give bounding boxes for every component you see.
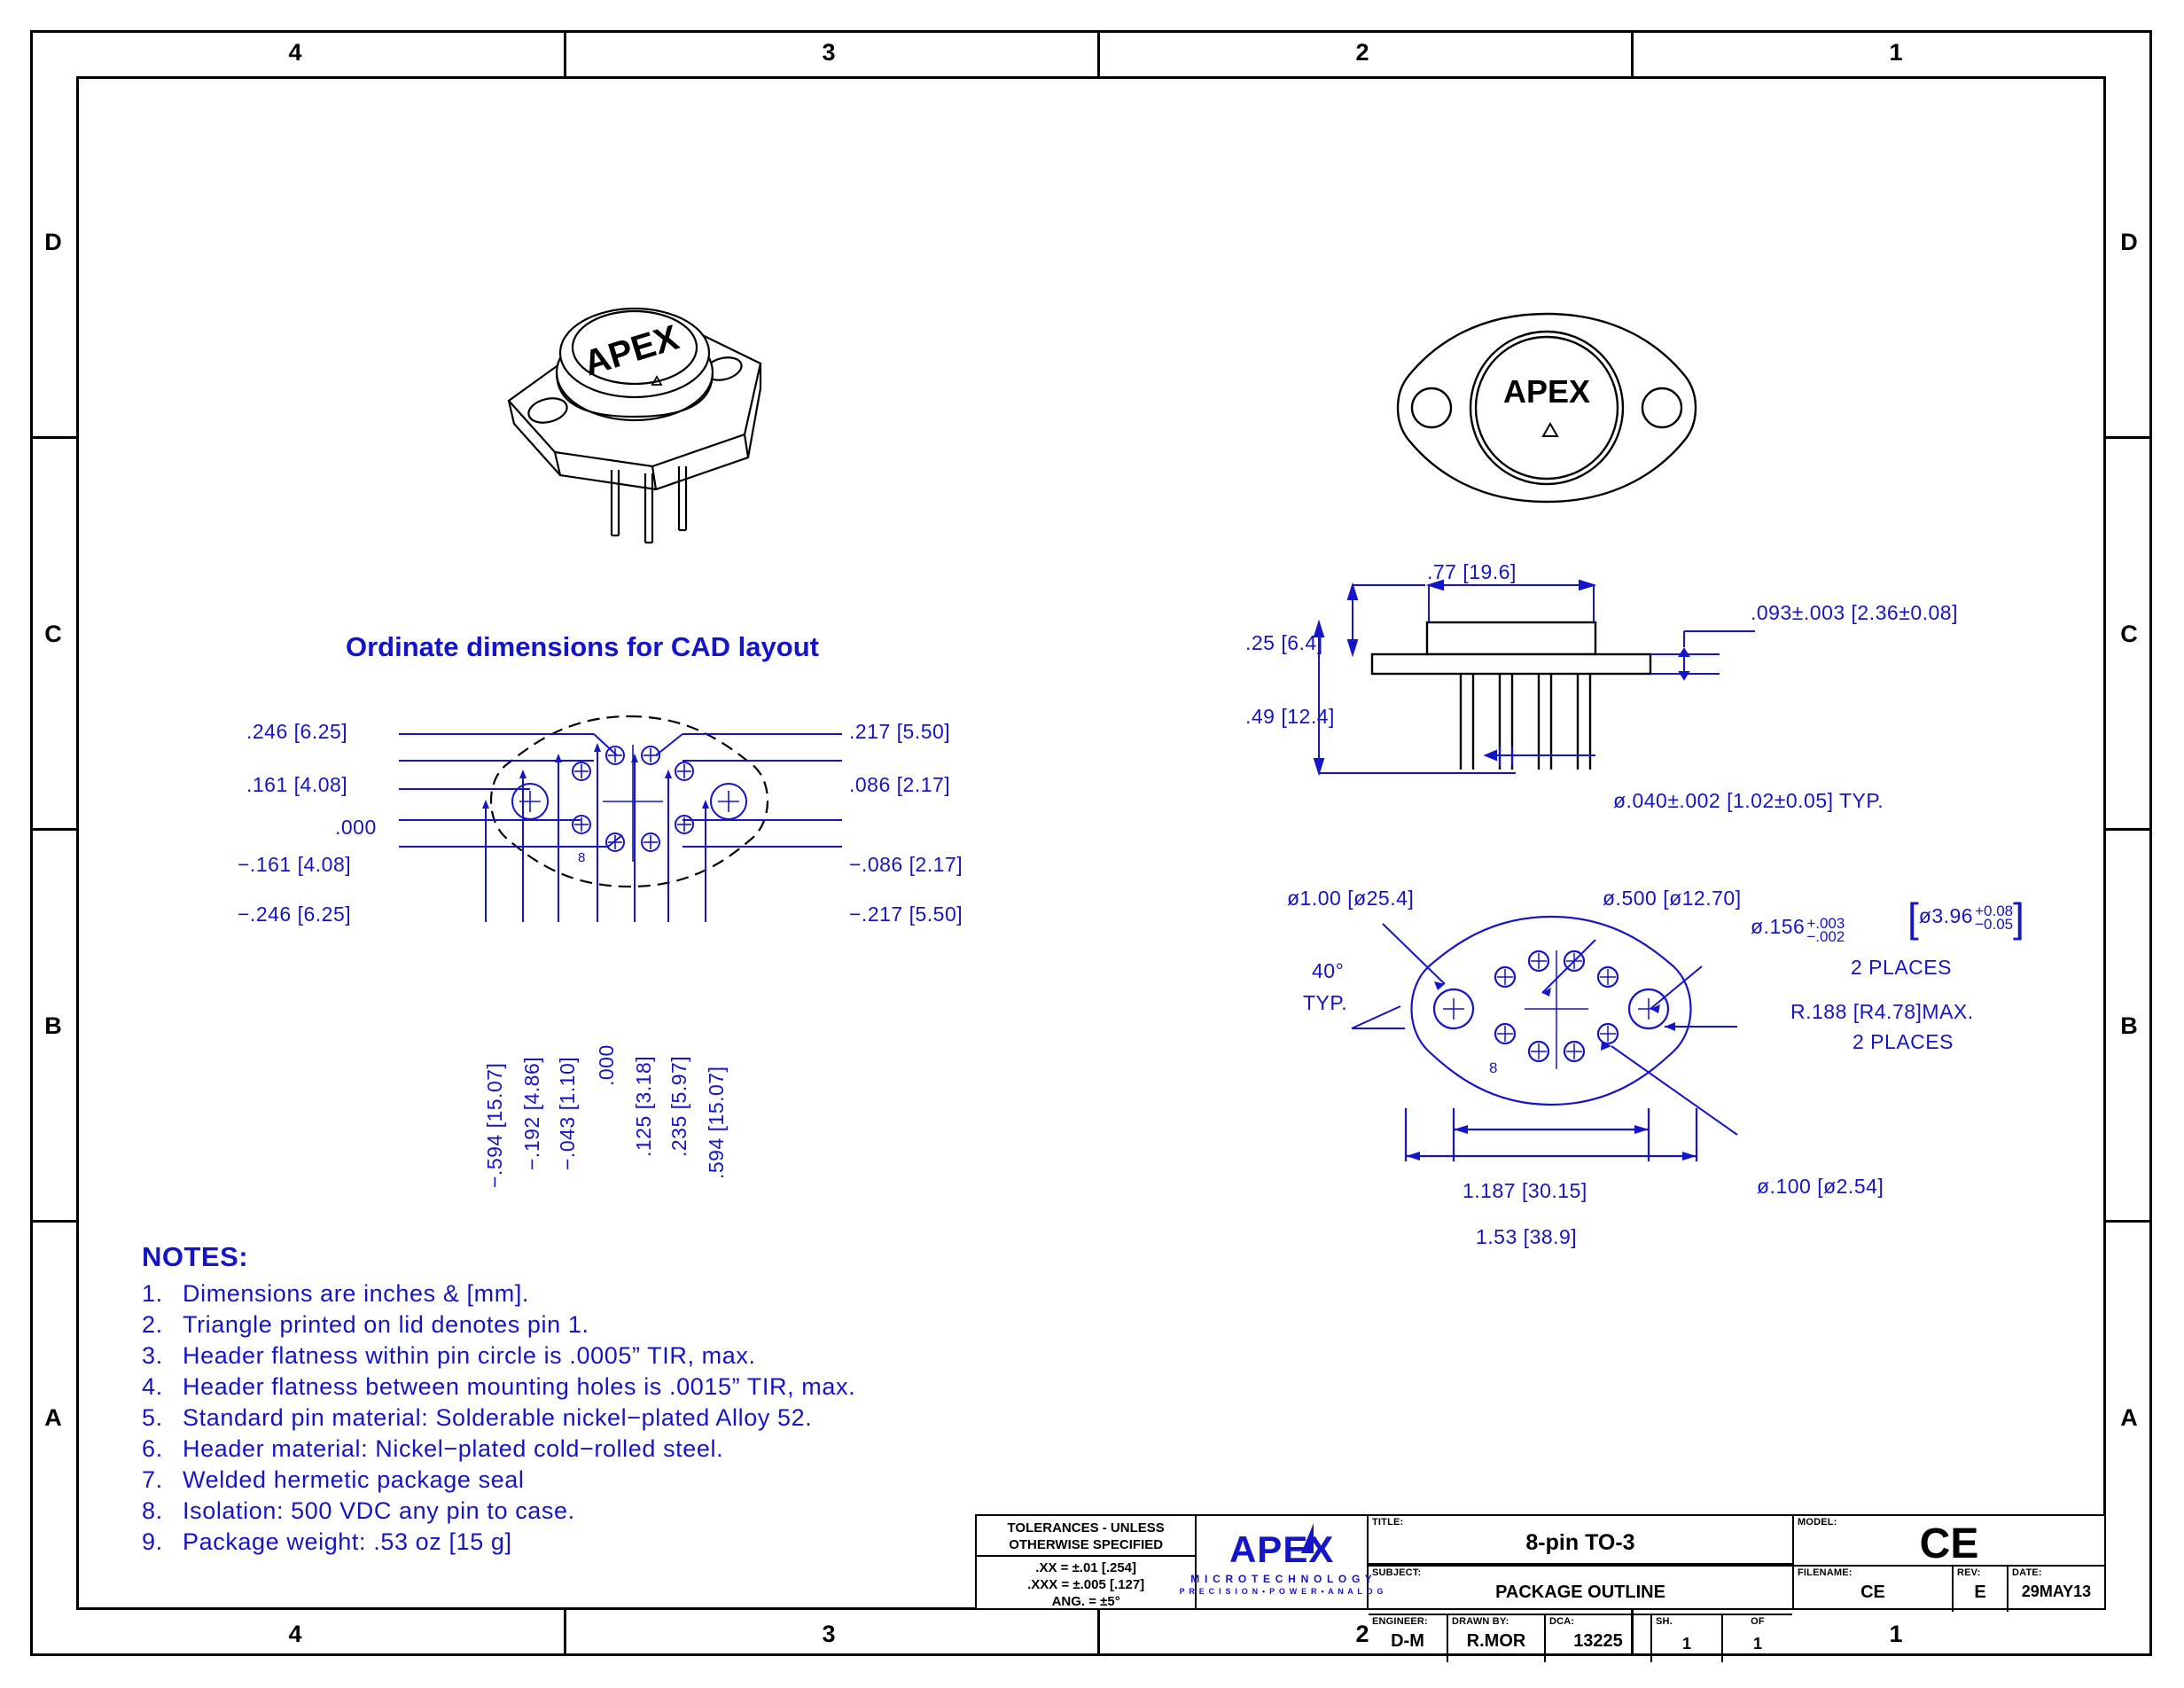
credits-row <box>1369 1615 1792 1662</box>
zone-label-col-2-top: 2 <box>1355 39 1369 66</box>
note-text: Isolation: 500 VDC any pin to case. <box>183 1497 575 1524</box>
of-label: OF <box>1751 1616 1765 1627</box>
apex-logo-isometric: APEX <box>579 317 683 384</box>
dim-pin-hole-diameter: ø.100 [ø2.54] <box>1757 1175 1884 1198</box>
engineer-cell <box>1369 1615 1448 1662</box>
ordinate-label-left-5: −.246 [6.25] <box>238 903 352 926</box>
title-label: TITLE: <box>1372 1517 1404 1528</box>
dim-side-width: .77 [19.6] <box>1427 560 1517 583</box>
bottomview-pin8-label: 8 <box>1489 1059 1498 1076</box>
engineer-label: ENGINEER: <box>1372 1616 1428 1627</box>
subject-value: PACKAGE OUTLINE <box>1495 1582 1665 1602</box>
zone-divider <box>1097 1610 1100 1656</box>
note-item: 1. Dimensions are inches & [mm]. <box>142 1280 530 1307</box>
sheet-value: 1 <box>1681 1635 1691 1653</box>
ordinate-label-right-2: .086 [2.17] <box>849 773 951 796</box>
note-item: 6. Header material: Nickel−plated cold−rolled steel. <box>142 1435 724 1462</box>
subject-cell <box>1369 1567 1792 1615</box>
ordinate-label-left-4: −.161 [4.08] <box>238 853 352 876</box>
title-row <box>1369 1516 1792 1565</box>
tolerances-heading-line2: OTHERWISE SPECIFIED <box>1009 1537 1164 1552</box>
of-cell <box>1723 1615 1792 1662</box>
zone-label-col-1-bottom: 1 <box>1889 1621 1903 1647</box>
zone-divider <box>564 30 566 76</box>
company-logo-cell <box>1179 1516 1384 1608</box>
tolerance-ang: ANG. = ±5° <box>1051 1594 1120 1609</box>
filename-value: CE <box>1860 1582 1885 1602</box>
sheet-cell <box>1652 1615 1723 1662</box>
date-cell <box>2008 1567 2104 1612</box>
zone-divider <box>2106 1220 2152 1223</box>
model-value: CE <box>1919 1520 1979 1567</box>
zone-divider <box>1097 30 1100 76</box>
ordinate-label-bottom-5: .125 [3.18] <box>632 1055 655 1157</box>
model-cell <box>1794 1516 2104 1567</box>
company-subtitle-1: M I C R O T E C H N O L O G Y <box>1190 1573 1374 1585</box>
note-item: 5. Standard pin material: Solderable nickel−plated Alloy 52. <box>142 1404 813 1431</box>
dim-mounting-hole-mm-bracket: [ø3.96 +0.08 −0.05 ] <box>1907 895 2024 941</box>
dim-corner-radius: R.188 [R4.78]MAX. <box>1790 1000 1974 1023</box>
zone-divider <box>2106 436 2152 439</box>
zone-label-col-1-top: 1 <box>1889 39 1903 66</box>
dim-angle-typ: TYP. <box>1303 991 1348 1014</box>
zone-label-row-a-right: A <box>2120 1404 2138 1431</box>
isometric-package-view <box>479 293 815 550</box>
ordinate-label-left-2: .161 [4.08] <box>246 773 348 796</box>
zone-divider <box>564 1610 566 1656</box>
note-item: 3. Header flatness within pin circle is .0005” TIR, max. <box>142 1342 756 1369</box>
ordinate-label-right-1: .217 [5.50] <box>849 720 951 743</box>
zone-label-col-3-top: 3 <box>822 39 836 66</box>
zone-label-row-d-right: D <box>2120 229 2138 255</box>
sheet-label: SH. <box>1656 1616 1673 1627</box>
dca-label: DCA: <box>1549 1616 1575 1627</box>
note-text: Welded hermetic package seal <box>183 1466 525 1493</box>
dca-value: 13225 <box>1573 1631 1623 1651</box>
dim-side-height-025: .25 [6.4] <box>1245 631 1323 654</box>
company-name: APEX <box>1228 1528 1335 1570</box>
ordinate-label-bottom-1: −.594 [15.07] <box>483 1062 506 1188</box>
dim-side-height-049: .49 [12.4] <box>1245 705 1335 728</box>
dim-mounting-hole-plus: +.003 <box>1806 914 1845 932</box>
dim-flange-thickness: .093±.003 [2.36±0.08] <box>1751 601 1958 624</box>
subject-label: SUBJECT: <box>1372 1567 1422 1578</box>
dca-cell <box>1546 1615 1652 1662</box>
title-block <box>975 1514 2106 1653</box>
ordinate-label-bottom-6: .235 [5.97] <box>667 1055 690 1157</box>
note-item: 2. Triangle printed on lid denotes pin 1. <box>142 1311 589 1338</box>
ordinate-label-right-4: −.217 [5.50] <box>849 903 963 926</box>
note-text: Triangle printed on lid denotes pin 1. <box>183 1311 589 1338</box>
note-text: Header material: Nickel−plated cold−rolled steel. <box>183 1435 724 1462</box>
note-text: Header flatness between mounting holes is .0015” TIR, max. <box>183 1373 856 1400</box>
tolerances-cell <box>977 1516 1197 1608</box>
zone-label-col-3-bottom: 3 <box>822 1621 836 1647</box>
title-value: 8-pin TO-3 <box>1525 1530 1635 1555</box>
tolerance-xxx: .XXX = ±.005 [.127] <box>1027 1577 1145 1592</box>
dim-mounting-hole-mm-minus: −0.05 <box>1975 916 2014 933</box>
model-label: MODEL: <box>1798 1517 1837 1528</box>
dim-mounting-hole-mm: ø3.96 <box>1918 904 1974 928</box>
dim-width-inner: 1.187 [30.15] <box>1462 1179 1587 1202</box>
rev-cell <box>1954 1567 2008 1612</box>
note-text: Package weight: .53 oz [15 g] <box>183 1528 512 1555</box>
model-cell-group <box>1794 1516 2104 1608</box>
notes-list <box>142 1278 855 1558</box>
zone-label-row-a-left: A <box>44 1404 62 1431</box>
company-subtitle-2: P R E C I S I O N • P O W E R • A N A L O G <box>1179 1587 1384 1596</box>
zone-divider <box>2106 828 2152 831</box>
ordinate-label-left-3: .000 <box>335 816 377 839</box>
note-item: 4. Header flatness between mounting holes is .0015” TIR, max. <box>142 1373 856 1400</box>
date-label: DATE: <box>2012 1567 2042 1578</box>
notes-block <box>142 1241 855 1558</box>
note-text: Header flatness within pin circle is .0005” TIR, max. <box>183 1342 756 1369</box>
dim-outer-diameter: ø1.00 [ø25.4] <box>1287 887 1415 910</box>
zone-label-row-b-left: B <box>44 1012 62 1039</box>
drawn-by-cell <box>1448 1615 1546 1662</box>
zone-label-col-2-bottom: 2 <box>1355 1621 1369 1647</box>
zone-label-col-4-bottom: 4 <box>288 1621 302 1647</box>
zone-divider <box>30 828 76 831</box>
note-item: 7. Welded hermetic package seal <box>142 1466 525 1493</box>
filename-rev-date-row <box>1794 1567 2104 1612</box>
tolerances-heading-line1: TOLERANCES - UNLESS <box>1007 1520 1165 1536</box>
dim-pin-diameter: ø.040±.002 [1.02±0.05] TYP. <box>1613 789 1884 812</box>
zone-label-row-c-left: C <box>44 621 62 647</box>
dim-mounting-hole: ø.156 <box>1751 915 1806 938</box>
note-item: 8. Isolation: 500 VDC any pin to case. <box>142 1497 575 1524</box>
filename-label: FILENAME: <box>1798 1567 1852 1578</box>
note-text: Dimensions are inches & [mm]. <box>183 1280 530 1307</box>
engineer-value: D-M <box>1391 1631 1424 1651</box>
ordinate-label-bottom-2: −.192 [4.86] <box>520 1056 543 1170</box>
dim-angle: 40° <box>1312 959 1345 982</box>
filename-cell <box>1794 1567 1954 1612</box>
ordinate-label-bottom-7: .594 [15.07] <box>705 1066 728 1179</box>
dim-mounting-hole-group <box>1751 915 1845 943</box>
ordinate-label-bottom-3: −.043 [1.10] <box>556 1056 579 1170</box>
tolerance-xx: .XX = ±.01 [.254] <box>977 1555 1195 1576</box>
drawn-by-value: R.MOR <box>1466 1631 1526 1651</box>
dim-mounting-hole-places: 2 PLACES <box>1851 956 1952 979</box>
ordinate-title: Ordinate dimensions for CAD layout <box>346 631 819 662</box>
zone-divider <box>30 436 76 439</box>
zone-label-col-4-top: 4 <box>288 39 302 66</box>
dim-pin-circle: ø.500 [ø12.70] <box>1603 887 1742 910</box>
ordinate-label-left-1: .246 [6.25] <box>246 720 348 743</box>
drawn-by-label: DRAWN BY: <box>1452 1616 1509 1627</box>
ordinate-pin8-label: 8 <box>578 850 586 865</box>
dim-width-outer: 1.53 [38.9] <box>1476 1225 1578 1248</box>
date-value: 29MAY13 <box>2021 1582 2092 1600</box>
dim-mounting-hole-minus: −.002 <box>1806 927 1845 945</box>
zone-divider <box>1631 30 1634 76</box>
rev-label: REV: <box>1957 1567 1981 1578</box>
dim-corner-radius-places: 2 PLACES <box>1852 1030 1954 1053</box>
zone-label-row-b-right: B <box>2120 1012 2138 1039</box>
zone-label-row-c-right: C <box>2120 621 2138 647</box>
title-subject-cell <box>1369 1516 1794 1653</box>
note-text: Standard pin material: Solderable nickel−plated Alloy 52. <box>183 1404 813 1431</box>
of-value: 1 <box>1752 1635 1762 1653</box>
top-package-view <box>1369 301 1724 514</box>
apex-logo-topview: APEX <box>1502 373 1591 410</box>
ordinate-label-bottom-4: .000 <box>595 1044 618 1086</box>
side-package-view <box>1223 550 1861 816</box>
zone-label-row-d-left: D <box>44 229 62 255</box>
ordinate-leader-lines <box>390 700 851 1161</box>
notes-heading: NOTES: <box>142 1241 249 1272</box>
dim-mounting-hole-mm-plus: +0.08 <box>1975 903 2014 919</box>
note-item: 9. Package weight: .53 oz [15 g] <box>142 1528 512 1555</box>
rev-value: E <box>1974 1582 1986 1602</box>
zone-divider <box>30 1220 76 1223</box>
ordinate-label-right-3: −.086 [2.17] <box>849 853 963 876</box>
